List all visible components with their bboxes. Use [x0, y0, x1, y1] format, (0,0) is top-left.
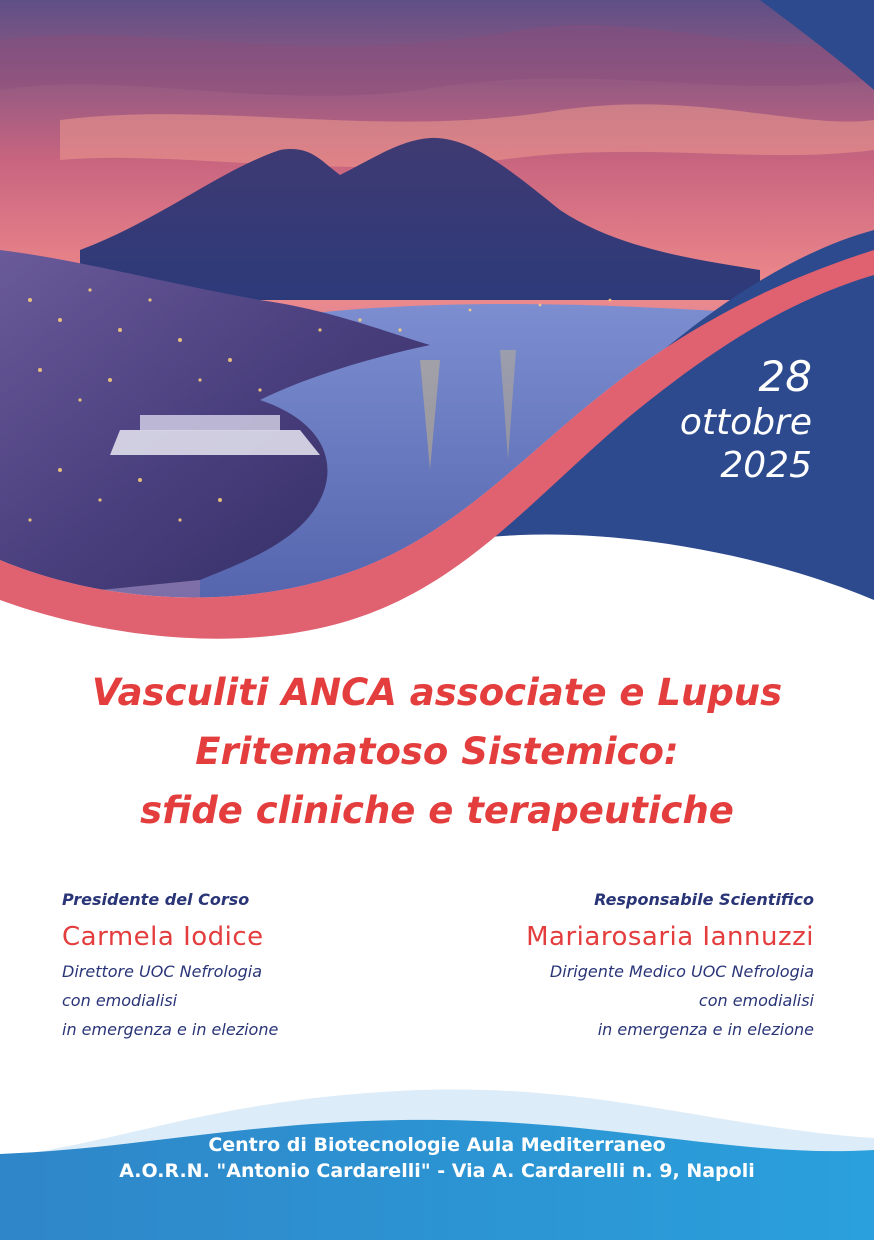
course-president — [62, 888, 462, 1044]
date-month: ottobre — [679, 402, 812, 443]
title-line: sfide cliniche e terapeutiche — [140, 789, 734, 832]
scientific-lead-description: Dirigente Medico UOC Nefrologia con emodialisi in emergenza e in elezione — [549, 962, 814, 1039]
venue-address — [0, 1132, 874, 1184]
event-title — [20, 663, 854, 840]
venue-line: Centro di Biotecnologie Aula Mediterraneo — [208, 1134, 666, 1156]
title-line: Vasculiti ANCA associate e Lupus — [91, 671, 783, 714]
scientific-lead-name: Mariarosaria Iannuzzi — [526, 922, 814, 952]
date-day: 28 — [758, 352, 812, 401]
venue-footer — [0, 1088, 874, 1240]
date-year: 2025 — [720, 445, 812, 486]
president-role: Presidente del Corso — [62, 890, 250, 909]
president-name: Carmela Iodice — [62, 922, 264, 952]
scientific-lead — [414, 888, 814, 1044]
venue-line: A.O.R.N. "Antonio Cardarelli" - Via A. Cardarelli n. 9, Napoli — [119, 1160, 755, 1182]
title-line: Eritematoso Sistemico: — [195, 730, 679, 773]
event-date — [552, 352, 812, 488]
president-description: Direttore UOC Nefrologia con emodialisi in emergenza e in elezione — [62, 962, 279, 1039]
scientific-lead-role: Responsabile Scientifico — [594, 890, 814, 909]
